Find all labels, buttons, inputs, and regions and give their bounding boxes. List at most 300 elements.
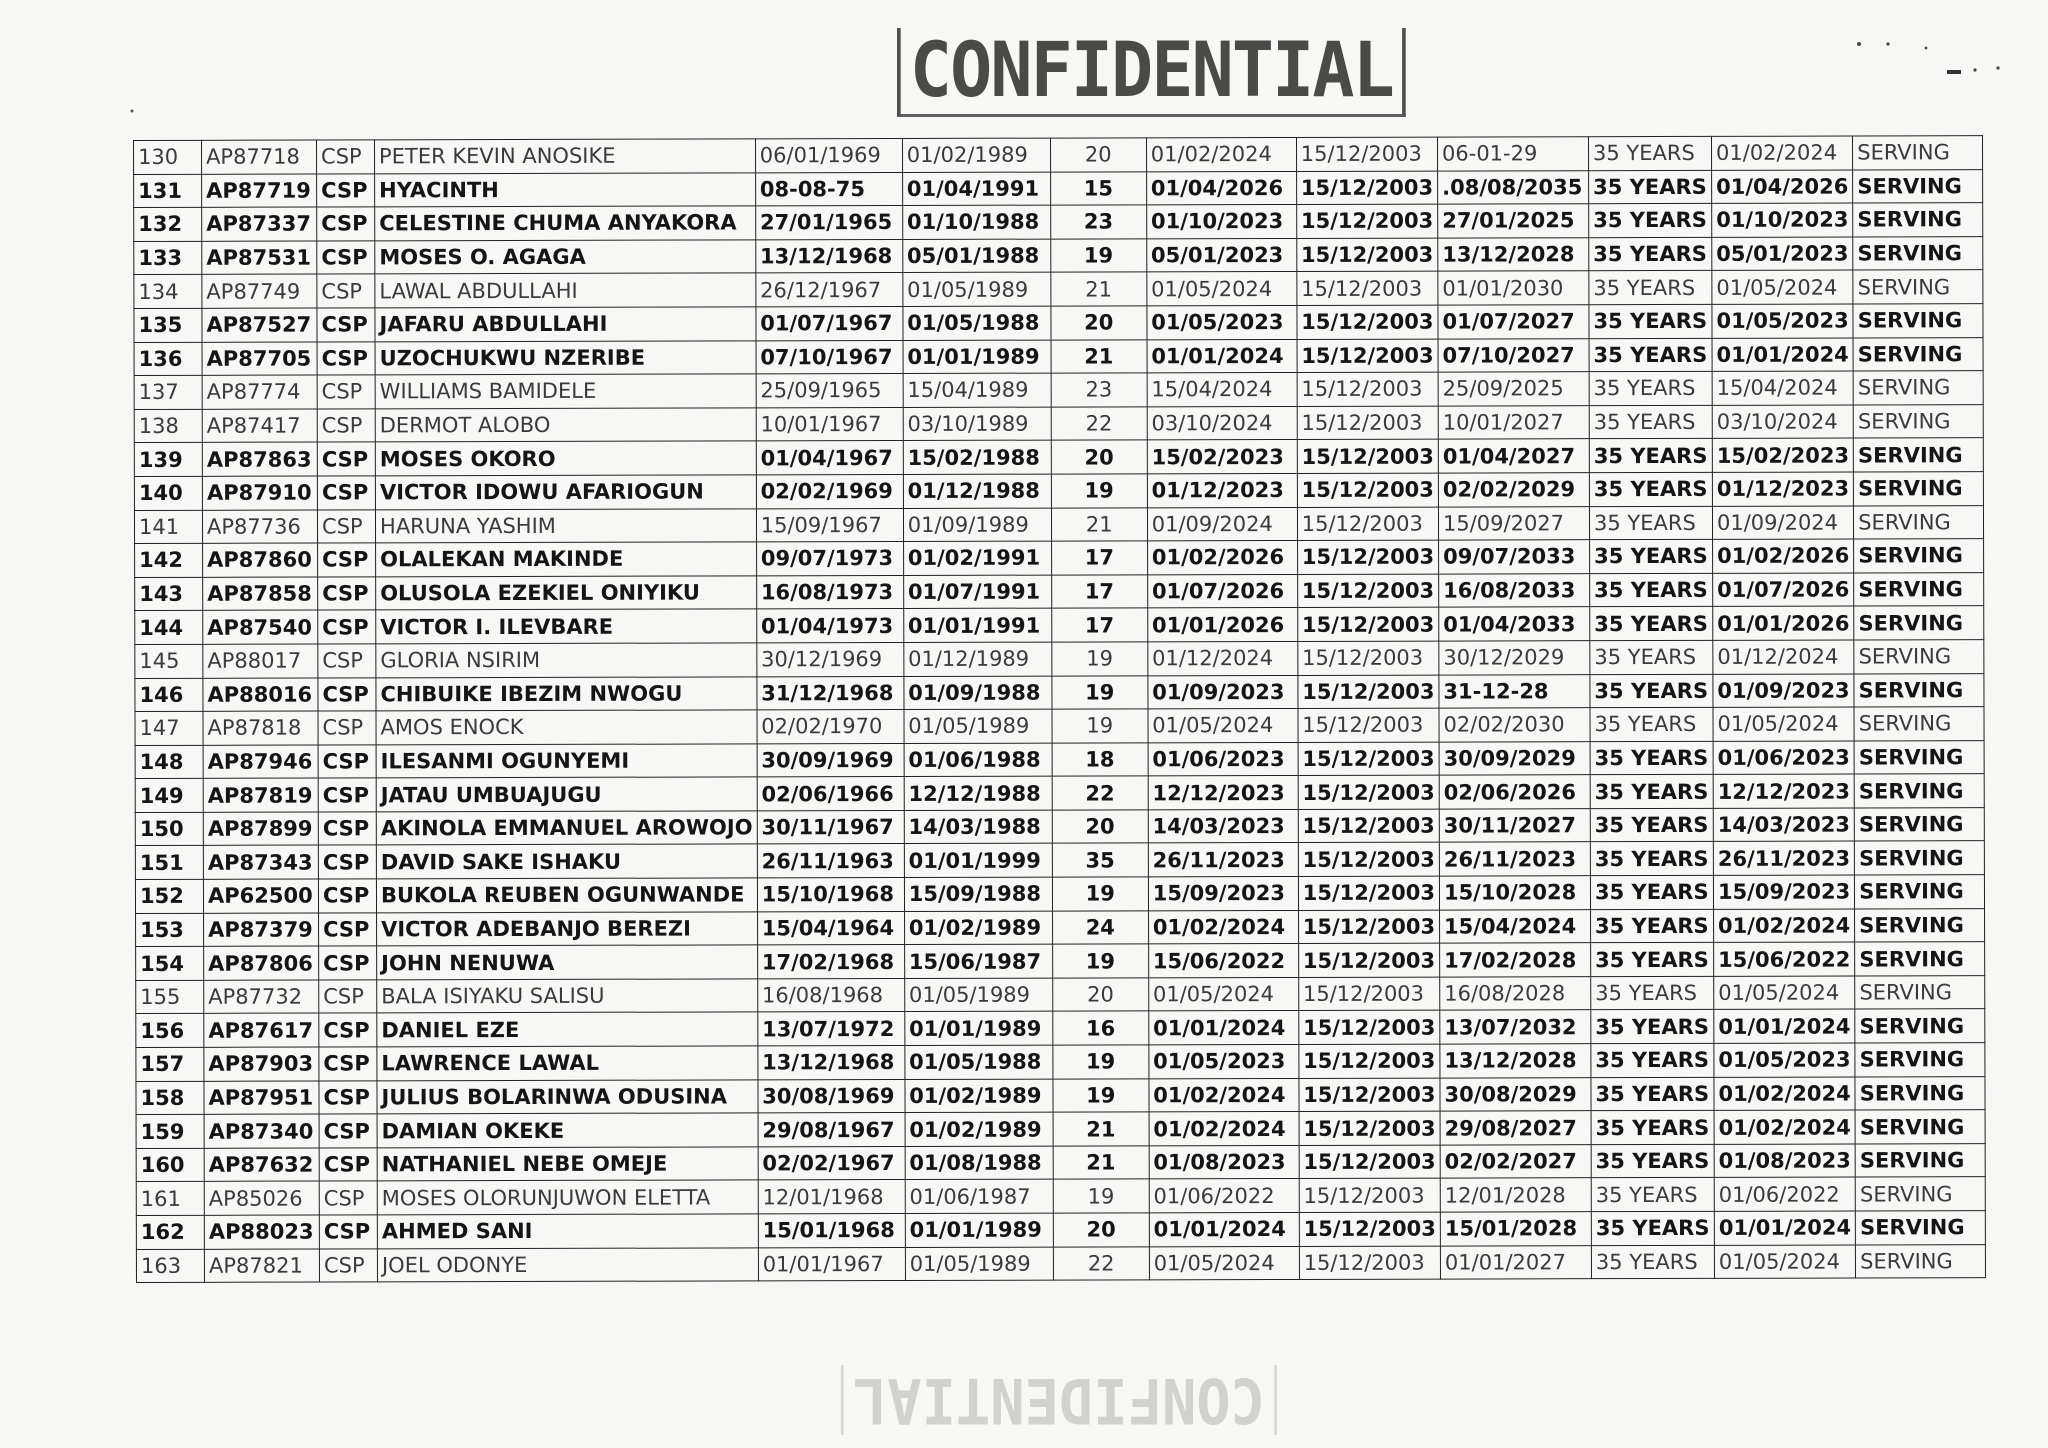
promotion-date-cell: 15/12/2003	[1298, 977, 1439, 1011]
rank-cell: CSP	[319, 913, 377, 947]
date-of-birth-cell: 12/01/1968	[758, 1180, 905, 1214]
promotion-date-cell: 15/12/2003	[1298, 876, 1439, 910]
retirement-date-cell: 01/07/2026	[1147, 574, 1297, 608]
due-date-cell: 12/12/2023	[1713, 774, 1854, 808]
years-in-service-cell: 21	[1051, 339, 1147, 373]
years-in-service-cell: 17	[1051, 541, 1147, 575]
service-length-cell: 35 YEARS	[1591, 1245, 1714, 1279]
promotion-date-cell: 15/12/2003	[1296, 171, 1437, 205]
promotion-date-cell: 15/12/2003	[1299, 1246, 1440, 1280]
status-cell: SERVING	[1854, 774, 1984, 808]
promotion-date-cell: 15/12/2003	[1298, 943, 1439, 977]
date-of-birth-cell: 01/07/1967	[756, 306, 903, 340]
years-in-service-cell: 16	[1053, 1011, 1149, 1045]
date-of-birth-cell: 26/11/1963	[757, 844, 904, 878]
years-in-service-cell: 19	[1053, 1045, 1149, 1079]
rank-cell: CSP	[319, 980, 377, 1014]
serial-number-cell: 136	[134, 342, 202, 376]
age-retirement-date-cell: 02/02/2029	[1438, 473, 1589, 507]
age-retirement-date-cell: 16/08/2028	[1440, 977, 1591, 1011]
ap-number-cell: AP87818	[203, 711, 318, 745]
due-date-cell: 01/05/2023	[1714, 1043, 1855, 1077]
date-of-birth-cell: 15/09/1967	[756, 508, 903, 542]
table-row	[134, 371, 1983, 409]
ap-number-cell: AP87946	[203, 745, 318, 779]
years-in-service-cell: 35	[1052, 843, 1148, 877]
age-retirement-date-cell: 01/01/2030	[1438, 271, 1589, 305]
ap-number-cell: AP87617	[204, 1013, 319, 1047]
date-of-birth-cell: 02/02/1969	[756, 474, 903, 508]
status-cell: SERVING	[1854, 606, 1984, 640]
rank-cell: CSP	[319, 946, 377, 980]
date-of-first-appointment-cell: 01/05/1989	[904, 709, 1052, 743]
ap-number-cell: AP87806	[204, 946, 319, 980]
ap-number-cell: AP87732	[204, 980, 319, 1014]
promotion-date-cell: 15/12/2003	[1299, 1145, 1440, 1179]
officers-table	[133, 135, 1986, 1283]
rank-cell: CSP	[318, 812, 376, 846]
retirement-date-cell: 01/05/2023	[1149, 1044, 1299, 1078]
serial-number-cell: 135	[134, 308, 202, 342]
promotion-date-cell: 15/12/2003	[1296, 137, 1437, 171]
service-length-cell: 35 YEARS	[1589, 338, 1712, 372]
rank-cell: CSP	[318, 879, 376, 913]
ap-number-cell: AP87863	[202, 442, 317, 476]
rank-cell: CSP	[319, 1148, 377, 1182]
promotion-date-cell: 15/12/2003	[1297, 540, 1438, 574]
officer-name-cell: AHMED SANI	[377, 1214, 758, 1249]
officer-name-cell: MOSES OLORUNJUWON ELETTA	[377, 1180, 758, 1215]
serial-number-cell: 143	[135, 577, 203, 611]
years-in-service-cell: 19	[1052, 675, 1148, 709]
serial-number-cell: 153	[136, 913, 204, 947]
date-of-birth-cell: 16/08/1973	[756, 575, 903, 609]
ap-number-cell: AP85026	[204, 1181, 319, 1215]
rank-cell: CSP	[317, 442, 375, 476]
date-of-first-appointment-cell: 05/01/1988	[902, 239, 1050, 273]
table-row	[134, 472, 1983, 510]
rank-cell: CSP	[318, 644, 376, 678]
rank-cell: CSP	[319, 1181, 377, 1215]
due-date-cell: 01/02/2024	[1711, 136, 1852, 170]
years-in-service-cell: 20	[1052, 810, 1148, 844]
status-cell: SERVING	[1854, 740, 1984, 774]
due-date-cell: 01/12/2024	[1713, 640, 1854, 674]
ap-number-cell: AP87531	[202, 241, 317, 275]
ap-number-cell: AP87821	[204, 1249, 319, 1283]
table-row	[134, 337, 1983, 375]
service-length-cell: 35 YEARS	[1590, 607, 1713, 641]
due-date-cell: 15/09/2023	[1713, 875, 1854, 909]
years-in-service-cell: 19	[1052, 642, 1148, 676]
date-of-first-appointment-cell: 01/09/1989	[903, 508, 1051, 542]
due-date-cell: 01/05/2024	[1714, 1245, 1855, 1279]
promotion-date-cell: 15/12/2003	[1298, 910, 1439, 944]
status-cell: SERVING	[1855, 875, 1985, 909]
age-retirement-date-cell: 17/02/2028	[1440, 943, 1591, 977]
date-of-first-appointment-cell: 01/06/1988	[904, 743, 1052, 777]
status-cell: SERVING	[1853, 304, 1983, 338]
status-cell: SERVING	[1855, 1110, 1985, 1144]
ap-number-cell: AP87860	[203, 543, 318, 577]
retirement-date-cell: 01/04/2026	[1146, 171, 1296, 205]
status-cell: SERVING	[1853, 404, 1983, 438]
rank-cell: CSP	[318, 711, 376, 745]
date-of-birth-cell: 02/06/1966	[757, 777, 904, 811]
service-length-cell: 35 YEARS	[1589, 439, 1712, 473]
status-cell: SERVING	[1853, 337, 1983, 371]
retirement-date-cell: 01/08/2023	[1149, 1145, 1299, 1179]
due-date-cell: 01/01/2024	[1712, 338, 1853, 372]
years-in-service-cell: 19	[1053, 1078, 1149, 1112]
rank-cell: CSP	[319, 1215, 377, 1249]
rank-cell: CSP	[317, 509, 375, 543]
retirement-date-cell: 15/09/2023	[1148, 877, 1298, 911]
retirement-date-cell: 01/02/2024	[1149, 1112, 1299, 1146]
service-length-cell: 35 YEARS	[1589, 170, 1712, 204]
status-cell: SERVING	[1854, 572, 1984, 606]
officer-name-cell: BUKOLA REUBEN OGUNWANDE	[376, 878, 757, 913]
retirement-date-cell: 01/05/2024	[1147, 272, 1297, 306]
serial-number-cell: 144	[135, 611, 203, 645]
status-cell: SERVING	[1853, 270, 1983, 304]
status-cell: SERVING	[1855, 975, 1985, 1009]
promotion-date-cell: 15/12/2003	[1298, 775, 1439, 809]
officer-name-cell: DAVID SAKE ISHAKU	[376, 844, 757, 879]
ap-number-cell: AP87774	[202, 375, 317, 409]
years-in-service-cell: 20	[1052, 978, 1148, 1012]
ap-number-cell: AP87379	[204, 913, 319, 947]
rank-cell: CSP	[317, 274, 375, 308]
date-of-first-appointment-cell: 12/12/1988	[904, 776, 1052, 810]
due-date-cell: 01/05/2024	[1713, 707, 1854, 741]
ap-number-cell: AP87819	[203, 778, 318, 812]
serial-number-cell: 158	[136, 1081, 204, 1115]
retirement-date-cell: 26/11/2023	[1148, 843, 1298, 877]
ap-number-cell: AP87705	[202, 342, 317, 376]
officer-name-cell: WILLIAMS BAMIDELE	[375, 374, 756, 409]
service-length-cell: 35 YEARS	[1591, 1010, 1714, 1044]
status-cell: SERVING	[1853, 371, 1983, 405]
date-of-first-appointment-cell: 01/01/1991	[903, 608, 1051, 642]
service-length-cell: 35 YEARS	[1590, 909, 1713, 943]
years-in-service-cell: 23	[1050, 205, 1146, 239]
table-row	[136, 1211, 1985, 1249]
date-of-birth-cell: 16/08/1968	[757, 978, 904, 1012]
date-of-first-appointment-cell: 01/05/1988	[903, 306, 1051, 340]
officer-name-cell: PETER KEVIN ANOSIKE	[375, 139, 756, 174]
retirement-date-cell: 05/01/2023	[1146, 238, 1296, 272]
years-in-service-cell: 22	[1052, 776, 1148, 810]
years-in-service-cell: 21	[1053, 1112, 1149, 1146]
serial-number-cell: 162	[136, 1215, 204, 1249]
ap-number-cell: AP88023	[204, 1215, 319, 1249]
table-row	[135, 875, 1984, 913]
retirement-date-cell: 01/09/2023	[1148, 675, 1298, 709]
serial-number-cell: 138	[134, 409, 202, 443]
years-in-service-cell: 21	[1051, 507, 1147, 541]
due-date-cell: 15/02/2023	[1712, 438, 1853, 472]
date-of-birth-cell: 01/01/1967	[758, 1247, 905, 1281]
promotion-date-cell: 15/12/2003	[1297, 372, 1438, 406]
status-cell: SERVING	[1855, 1076, 1985, 1110]
date-of-first-appointment-cell: 01/12/1989	[904, 642, 1052, 676]
service-length-cell: 35 YEARS	[1588, 136, 1711, 170]
retirement-date-cell: 01/05/2023	[1147, 305, 1297, 339]
date-of-birth-cell: 29/08/1967	[758, 1113, 905, 1147]
rank-cell: CSP	[317, 207, 375, 241]
status-cell: SERVING	[1854, 673, 1984, 707]
age-retirement-date-cell: 13/07/2032	[1440, 1010, 1591, 1044]
service-length-cell: 35 YEARS	[1591, 1111, 1714, 1145]
rank-cell: CSP	[318, 677, 376, 711]
age-retirement-date-cell: 01/01/2027	[1440, 1245, 1591, 1279]
table-row	[134, 505, 1983, 543]
promotion-date-cell: 15/12/2003	[1299, 1178, 1440, 1212]
years-in-service-cell: 20	[1050, 138, 1146, 172]
date-of-birth-cell: 07/10/1967	[756, 340, 903, 374]
retirement-date-cell: 01/09/2024	[1147, 507, 1297, 541]
promotion-date-cell: 15/12/2003	[1297, 574, 1438, 608]
table-row	[134, 136, 1983, 174]
retirement-date-cell: 01/12/2023	[1147, 473, 1297, 507]
years-in-service-cell: 22	[1053, 1246, 1149, 1280]
ap-number-cell: AP87899	[203, 812, 318, 846]
years-in-service-cell: 21	[1053, 1146, 1149, 1180]
table-row	[136, 908, 1985, 946]
date-of-first-appointment-cell: 01/10/1988	[902, 205, 1050, 239]
ap-number-cell: AP87910	[202, 476, 317, 510]
ap-number-cell: AP87719	[202, 174, 317, 208]
years-in-service-cell: 17	[1051, 608, 1147, 642]
due-date-cell: 01/10/2023	[1712, 203, 1853, 237]
status-cell: SERVING	[1855, 1177, 1985, 1211]
due-date-cell: 01/12/2023	[1712, 472, 1853, 506]
rank-cell: CSP	[319, 1080, 377, 1114]
promotion-date-cell: 15/12/2003	[1298, 742, 1439, 776]
years-in-service-cell: 19	[1052, 877, 1148, 911]
service-length-cell: 35 YEARS	[1590, 674, 1713, 708]
years-in-service-cell: 19	[1052, 944, 1148, 978]
officer-name-cell: DAMIAN OKEKE	[377, 1113, 758, 1148]
retirement-date-cell: 01/02/2024	[1146, 137, 1296, 171]
service-length-cell: 35 YEARS	[1590, 573, 1713, 607]
table-row	[134, 270, 1983, 308]
serial-number-cell: 137	[134, 375, 202, 409]
date-of-birth-cell: 30/12/1969	[757, 642, 904, 676]
status-cell: SERVING	[1855, 908, 1985, 942]
serial-number-cell: 148	[135, 745, 203, 779]
serial-number-cell: 133	[134, 241, 202, 275]
confidential-stamp: CONFIDENTIAL	[897, 28, 1406, 117]
service-length-cell: 35 YEARS	[1589, 204, 1712, 238]
rank-cell: CSP	[318, 543, 376, 577]
rank-cell: CSP	[318, 610, 376, 644]
age-retirement-date-cell: 27/01/2025	[1438, 204, 1589, 238]
table-row	[135, 539, 1984, 577]
due-date-cell: 26/11/2023	[1713, 841, 1854, 875]
due-date-cell: 01/08/2023	[1714, 1144, 1855, 1178]
retirement-date-cell: 01/06/2023	[1148, 742, 1298, 776]
serial-number-cell: 142	[135, 543, 203, 577]
age-retirement-date-cell: 02/06/2026	[1439, 775, 1590, 809]
rank-cell: CSP	[317, 241, 375, 275]
due-date-cell: 01/01/2024	[1714, 1211, 1855, 1245]
date-of-birth-cell: 13/07/1972	[758, 1012, 905, 1046]
status-cell: SERVING	[1856, 1211, 1986, 1245]
retirement-date-cell: 01/02/2026	[1147, 541, 1297, 575]
years-in-service-cell: 19	[1052, 709, 1148, 743]
years-in-service-cell: 22	[1051, 407, 1147, 441]
officer-name-cell: AKINOLA EMMANUEL AROWOJO	[376, 811, 757, 846]
ap-number-cell: AP88016	[203, 678, 318, 712]
status-cell: SERVING	[1855, 942, 1985, 976]
service-length-cell: 35 YEARS	[1589, 472, 1712, 506]
date-of-first-appointment-cell: 01/02/1989	[902, 138, 1050, 172]
promotion-date-cell: 15/12/2003	[1296, 204, 1437, 238]
due-date-cell: 01/02/2024	[1714, 1077, 1855, 1111]
officer-name-cell: BALA ISIYAKU SALISU	[377, 979, 758, 1014]
status-cell: SERVING	[1854, 505, 1984, 539]
due-date-cell: 15/06/2022	[1714, 942, 1855, 976]
officer-name-cell: CELESTINE CHUMA ANYAKORA	[375, 206, 756, 241]
age-retirement-date-cell: 15/04/2024	[1439, 909, 1590, 943]
date-of-birth-cell: 09/07/1973	[756, 542, 903, 576]
promotion-date-cell: 15/12/2003	[1298, 708, 1439, 742]
years-in-service-cell: 15	[1050, 171, 1146, 205]
due-date-cell: 14/03/2023	[1713, 808, 1854, 842]
rank-cell: CSP	[318, 745, 376, 779]
age-retirement-date-cell: 15/01/2028	[1440, 1212, 1591, 1246]
promotion-date-cell: 15/12/2003	[1297, 271, 1438, 305]
ap-number-cell: AP87951	[204, 1081, 319, 1115]
due-date-cell: 03/10/2024	[1712, 405, 1853, 439]
date-of-birth-cell: 06/01/1969	[755, 138, 902, 172]
years-in-service-cell: 20	[1053, 1213, 1149, 1247]
rank-cell: CSP	[319, 1248, 377, 1282]
date-of-first-appointment-cell: 01/02/1991	[903, 541, 1051, 575]
rank-cell: CSP	[317, 476, 375, 510]
ap-number-cell: AP87903	[204, 1047, 319, 1081]
date-of-birth-cell: 25/09/1965	[756, 374, 903, 408]
date-of-first-appointment-cell: 01/04/1991	[902, 172, 1050, 206]
serial-number-cell: 156	[136, 1014, 204, 1048]
table-row	[136, 975, 1985, 1013]
years-in-service-cell: 21	[1051, 272, 1147, 306]
ap-number-cell: AP62500	[203, 879, 318, 913]
date-of-first-appointment-cell: 01/06/1987	[905, 1180, 1053, 1214]
age-retirement-date-cell: 01/04/2033	[1439, 607, 1590, 641]
serial-number-cell: 157	[136, 1047, 204, 1081]
serial-number-cell: 140	[134, 476, 202, 510]
ap-number-cell: AP88017	[203, 644, 318, 678]
date-of-first-appointment-cell: 01/08/1988	[905, 1146, 1053, 1180]
due-date-cell: 01/05/2024	[1712, 270, 1853, 304]
age-retirement-date-cell: 30/12/2029	[1439, 641, 1590, 675]
status-cell: SERVING	[1854, 539, 1984, 573]
serial-number-cell: 152	[135, 879, 203, 913]
date-of-birth-cell: 30/11/1967	[757, 810, 904, 844]
officer-name-cell: ILESANMI OGUNYEMI	[376, 744, 757, 779]
promotion-date-cell: 15/12/2003	[1297, 507, 1438, 541]
date-of-birth-cell: 15/04/1964	[757, 911, 904, 945]
years-in-service-cell: 19	[1051, 474, 1147, 508]
promotion-date-cell: 15/12/2003	[1297, 305, 1438, 339]
years-in-service-cell: 19	[1050, 239, 1146, 273]
officer-name-cell: JULIUS BOLARINWA ODUSINA	[377, 1079, 758, 1114]
age-retirement-date-cell: 01/07/2027	[1438, 305, 1589, 339]
rank-cell: CSP	[319, 1114, 377, 1148]
promotion-date-cell: 15/12/2003	[1298, 641, 1439, 675]
service-length-cell: 35 YEARS	[1591, 1077, 1714, 1111]
date-of-first-appointment-cell: 01/01/1989	[905, 1012, 1053, 1046]
status-cell: SERVING	[1855, 1143, 1985, 1177]
table-row	[136, 1110, 1985, 1148]
date-of-first-appointment-cell: 01/01/1999	[904, 844, 1052, 878]
serial-number-cell: 150	[135, 812, 203, 846]
years-in-service-cell: 19	[1053, 1179, 1149, 1213]
retirement-date-cell: 01/12/2024	[1148, 641, 1298, 675]
ap-number-cell: AP87540	[203, 610, 318, 644]
retirement-date-cell: 01/01/2024	[1147, 339, 1297, 373]
due-date-cell: 01/02/2024	[1714, 1110, 1855, 1144]
table-row	[136, 1143, 1985, 1181]
rank-cell: CSP	[318, 845, 376, 879]
rank-cell: CSP	[317, 140, 375, 174]
table-row	[136, 1009, 1985, 1047]
table-row	[134, 203, 1983, 241]
date-of-first-appointment-cell: 01/05/1989	[903, 272, 1051, 306]
due-date-cell: 05/01/2023	[1712, 237, 1853, 271]
serial-number-cell: 149	[135, 779, 203, 813]
officer-name-cell: MOSES OKORO	[375, 441, 756, 476]
status-cell: SERVING	[1855, 841, 1985, 875]
confidential-stamp-bottom: CONFIDENTIAL	[841, 1365, 1277, 1435]
promotion-date-cell: 15/12/2003	[1297, 339, 1438, 373]
date-of-first-appointment-cell: 01/02/1989	[905, 1112, 1053, 1146]
age-retirement-date-cell: 15/09/2027	[1438, 506, 1589, 540]
status-cell: SERVING	[1855, 1009, 1985, 1043]
age-retirement-date-cell: 13/12/2028	[1440, 1044, 1591, 1078]
promotion-date-cell: 15/12/2003	[1297, 439, 1438, 473]
status-cell: SERVING	[1854, 472, 1984, 506]
date-of-birth-cell: 01/04/1973	[756, 609, 903, 643]
ap-number-cell: AP87343	[203, 845, 318, 879]
officer-name-cell: OLALEKAN MAKINDE	[376, 542, 757, 577]
service-length-cell: 35 YEARS	[1591, 1178, 1714, 1212]
status-cell: SERVING	[1854, 808, 1984, 842]
table-row	[135, 640, 1984, 678]
date-of-first-appointment-cell: 15/04/1989	[903, 373, 1051, 407]
table-row	[134, 438, 1983, 476]
retirement-date-cell: 03/10/2024	[1147, 406, 1297, 440]
retirement-date-cell: 15/02/2023	[1147, 440, 1297, 474]
years-in-service-cell: 20	[1051, 306, 1147, 340]
officer-name-cell: VICTOR ADEBANJO BEREZI	[377, 912, 758, 947]
years-in-service-cell: 23	[1051, 373, 1147, 407]
retirement-date-cell: 14/03/2023	[1148, 809, 1298, 843]
due-date-cell: 01/06/2022	[1714, 1177, 1855, 1211]
table-row	[135, 740, 1984, 778]
officer-name-cell: LAWAL ABDULLAHI	[375, 273, 756, 308]
status-cell: SERVING	[1854, 707, 1984, 741]
table-row	[135, 606, 1984, 644]
due-date-cell: 01/02/2024	[1713, 909, 1854, 943]
status-cell: SERVING	[1855, 1043, 1985, 1077]
table-row	[134, 304, 1983, 342]
date-of-birth-cell: 13/12/1968	[758, 1046, 905, 1080]
service-length-cell: 35 YEARS	[1589, 271, 1712, 305]
